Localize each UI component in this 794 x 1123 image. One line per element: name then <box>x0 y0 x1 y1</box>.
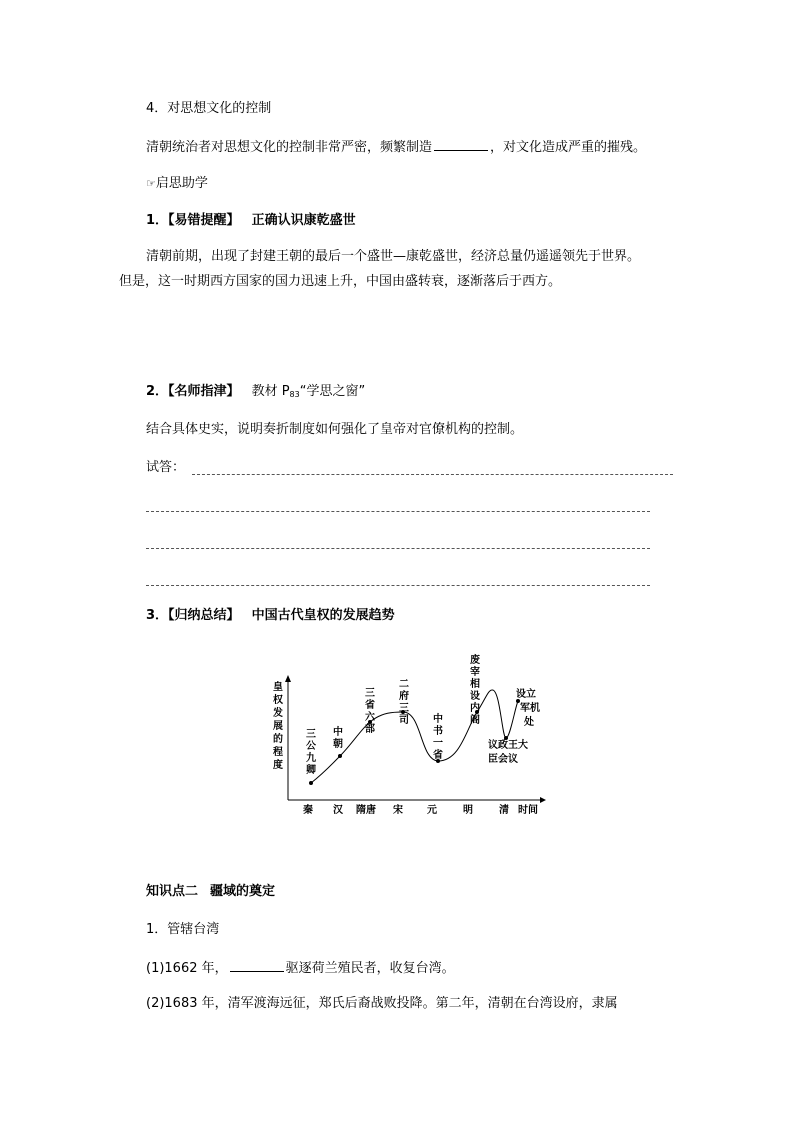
svg-text:部: 部 <box>365 724 375 735</box>
y-axis-arrow <box>285 675 291 682</box>
svg-text:二: 二 <box>399 679 409 690</box>
svg-text:府: 府 <box>399 691 409 702</box>
item2-question: 结合具体史实，说明奏折制度如何强化了皇帝对官僚机构的控制。 <box>146 422 524 437</box>
annotation-sansheng <box>365 687 376 735</box>
sub-heading-taiwan: 1．管辖台湾 <box>146 922 220 937</box>
item1-num: 1． <box>146 213 169 228</box>
item3-title: 中国古代皇权的发展趋势 <box>251 608 395 623</box>
x-axis-arrow <box>540 797 546 803</box>
svg-text:的: 的 <box>273 734 283 745</box>
svg-text:内: 内 <box>470 703 480 714</box>
x-tick-label: 清 <box>499 805 509 816</box>
item2-tag: 【名师指津】 <box>168 384 240 399</box>
svg-text:卿: 卿 <box>306 765 316 776</box>
svg-text:度: 度 <box>273 760 283 771</box>
svg-text:省: 省 <box>433 750 443 761</box>
annotation-neige <box>470 653 480 726</box>
item1-para-line2: 但是，这一时期西方国家的国力迅速上升，中国由盛转衰，逐渐落后于西方。 <box>119 274 562 289</box>
item3-num: 3． <box>146 608 169 623</box>
svg-text:阁: 阁 <box>470 715 480 726</box>
svg-text:中: 中 <box>433 714 443 725</box>
answer-line-3[interactable] <box>146 548 650 549</box>
svg-text:中: 中 <box>333 727 343 738</box>
svg-text:废: 废 <box>470 655 480 666</box>
answer-line-1[interactable] <box>192 474 673 475</box>
item1-title: 正确认识康乾盛世 <box>251 213 356 228</box>
item3-heading <box>146 607 395 625</box>
item1-tag: 【易错提醒】 <box>168 213 240 228</box>
svg-text:相: 相 <box>470 679 480 690</box>
answer-line-2[interactable] <box>146 511 650 512</box>
svg-text:公: 公 <box>306 741 316 752</box>
svg-text:议政王大: 议政王大 <box>488 740 528 751</box>
item2-title-sub: 83 <box>289 390 300 399</box>
svg-text:权: 权 <box>273 695 283 706</box>
p1-after: 驱逐荷兰殖民者，收复台湾。 <box>285 961 455 976</box>
svg-text:六: 六 <box>365 712 375 723</box>
svg-text:三: 三 <box>365 688 375 699</box>
answer-label: 试答： <box>146 460 186 475</box>
annotation-erfu <box>399 678 409 726</box>
svg-text:书: 书 <box>433 726 443 737</box>
hand-pointer-icon: ☞ <box>146 177 156 190</box>
svg-text:设立: 设立 <box>516 689 536 700</box>
svg-text:省: 省 <box>365 700 375 711</box>
item2-num: 2． <box>146 384 169 399</box>
svg-text:展: 展 <box>273 721 283 732</box>
think-heading <box>146 175 208 193</box>
item1-heading <box>146 212 356 230</box>
annotation-sangong <box>306 728 317 776</box>
chart-point <box>338 754 342 758</box>
think-heading-label: 启思助学 <box>155 176 208 191</box>
item2-title-before: 教材 P <box>251 384 290 399</box>
svg-text:发: 发 <box>273 708 283 719</box>
knowledge2-label: 知识点二 <box>146 884 199 899</box>
chart-point <box>309 781 313 785</box>
p1-before: (1)1662 年， <box>146 961 228 976</box>
item1-para-line1: 清朝前期，出现了封建王朝的最后一个盛世—康乾盛世，经济总量仍遥遥领先于世界。 <box>146 249 641 264</box>
svg-text:宰: 宰 <box>470 667 480 678</box>
imperial-power-trend-chart <box>270 650 550 820</box>
annotation-junji <box>516 687 540 728</box>
svg-text:三: 三 <box>306 729 316 740</box>
x-tick-label: 隋唐 <box>356 805 376 816</box>
svg-text:臣会议: 臣会议 <box>488 754 518 765</box>
y-axis-label <box>272 680 284 771</box>
svg-text:程: 程 <box>273 747 283 758</box>
svg-text:司: 司 <box>399 715 409 726</box>
item2-title-after: “学思之窗” <box>299 384 366 399</box>
svg-text:军机: 军机 <box>520 703 540 714</box>
x-tick-label: 宋 <box>393 805 403 816</box>
svg-text:三: 三 <box>399 703 409 714</box>
x-tick-label: 元 <box>427 805 437 816</box>
x-tick-label: 秦 <box>303 805 313 816</box>
annotation-zhongchao <box>333 725 343 750</box>
knowledge2-title: 疆域的奠定 <box>210 884 276 899</box>
x-tick-label: 明 <box>463 805 473 816</box>
annotation-zhongshu <box>433 712 443 761</box>
svg-text:设: 设 <box>470 691 480 702</box>
x-axis-label: 时间 <box>518 805 538 816</box>
item2-heading <box>146 383 365 404</box>
fill-blank-2 <box>230 958 284 972</box>
svg-text:皇: 皇 <box>273 682 283 693</box>
paragraph-1683: (2)1683 年，清军渡海远征，郑氏后裔战败投降。第二年，清朝在台湾设府，隶属 <box>146 996 618 1011</box>
svg-text:朝: 朝 <box>333 739 343 750</box>
section4-paragraph <box>146 137 646 157</box>
fill-blank <box>434 137 488 151</box>
svg-text:一: 一 <box>433 738 443 749</box>
svg-text:九: 九 <box>306 753 316 764</box>
svg-text:处: 处 <box>524 717 534 728</box>
annotation-yizheng <box>488 738 528 765</box>
section4-text-after: ，对文化造成严重的摧残。 <box>490 140 647 155</box>
section4-heading: 4．对思想文化的控制 <box>146 101 272 116</box>
x-tick-label: 汉 <box>333 805 343 816</box>
item3-tag: 【归纳总结】 <box>168 608 240 623</box>
answer-line-4[interactable] <box>146 585 650 586</box>
section4-text-before: 清朝统治者对思想文化的控制非常严密，频繁制造 <box>146 140 433 155</box>
paragraph-1662 <box>146 958 455 978</box>
knowledge2-heading <box>146 883 275 901</box>
